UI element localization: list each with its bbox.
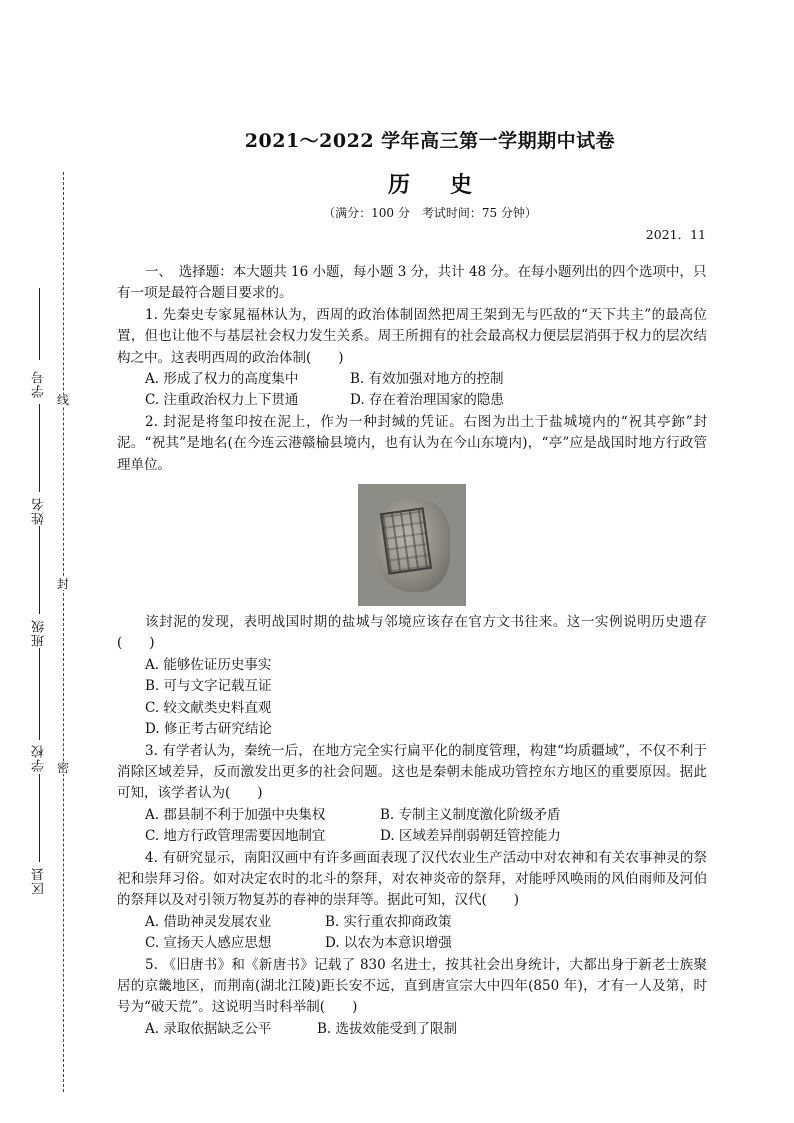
q2-stem: 2. 封泥是将玺印按在泥上，作为一种封缄的凭证。右图为出土于盐城境内的“祝其亭鉨”封泥。“祝其”是地名(在今连云港赣榆县境内，也有认为在今山东境内)，“亭”应是战国时地方行政管理单位。 <box>117 413 707 473</box>
exam-body <box>117 262 707 1040</box>
q1-option-c[interactable]: C. 注重政治权力上下贯通 <box>145 392 299 409</box>
exam-date: 2021．11 <box>645 227 706 242</box>
q1-option-a[interactable]: A. 形成了权力的高度集中 <box>145 371 299 388</box>
q1-options-row-1 <box>117 369 707 390</box>
q4-options-row-1 <box>117 912 707 933</box>
school-line[interactable] <box>39 648 40 740</box>
exam-meta: （满分：100 分 考试时间：75 分钟） <box>323 206 537 220</box>
exam-subject: 历史 <box>387 172 512 198</box>
q3-option-c[interactable]: C. 地方行政管理需要因地制宜 <box>145 828 326 845</box>
q4-stem: 4. 有研究显示，南阳汉画中有许多画面表现了汉代农业生产活动中对农神和有关农事神灵的祭祀和崇拜习俗。如对决定农时的北斗的祭拜，对农神炎帝的祭拜，对能呼风唤雨的风伯雨师及河伯的祭拜以及对引领万物复苏的春神的崇拜等。据此可知，汉代( ) <box>117 849 707 909</box>
q5-options-row-1 <box>117 1019 707 1040</box>
q3-option-d[interactable]: D. 区域差异削弱朝廷管控能力 <box>380 828 561 845</box>
q5-stem: 5. 《旧唐书》和《新唐书》记载了 830 名进士，按其社会出身统计，大都出身于新老士族聚居的京畿地区，而荆南(湖北江陵)距长安不远，直到唐宣宗大中四年(850 年)，才有一人及第，时号为“破天荒”。这说明当时科举制( ) <box>117 956 707 1016</box>
q3-options-row-1 <box>117 805 707 826</box>
class-line[interactable] <box>39 526 40 614</box>
q3-stem: 3. 有学者认为，秦统一后，在地方完全实行扁平化的制度管理，构建“均质疆域”，不仅不利于消除区域差异，反而激发出更多的社会问题。这也是秦朝未能成功管控东方地区的重要原因。据此可知，该学者认为( ) <box>117 742 707 802</box>
q4-option-a[interactable]: A. 借助神灵发展农业 <box>145 913 272 930</box>
q4-option-b[interactable]: B. 实行重农抑商政策 <box>325 913 452 930</box>
student-id-line[interactable] <box>39 288 40 360</box>
q1-option-b[interactable]: B. 有效加强对地方的控制 <box>350 371 504 388</box>
q2-option-a[interactable]: A. 能够佐证历史事实 <box>145 656 272 673</box>
q2-option-c[interactable]: C. 较文献类史料直观 <box>145 699 272 716</box>
binding-mark-xian: 线 <box>57 393 70 407</box>
name-line[interactable] <box>39 404 40 492</box>
school-label: 学校 <box>32 744 47 772</box>
q3-option-a[interactable]: A. 郡县制不利于加强中央集权 <box>145 806 326 823</box>
district-line[interactable] <box>39 774 40 862</box>
sealing-clay-inscription <box>380 507 432 575</box>
q2-stem-continued: 该封泥的发现，表明战国时期的盐城与邻境应该存在官方文书往来。这一实例说明历史遗存( ) <box>117 614 707 652</box>
q4-option-d[interactable]: D. 以农为本意识增强 <box>325 935 452 952</box>
section-heading: 一、 选择题：本大题共 16 小题，每小题 3 分，共计 48 分。在每小题列出的四个选项中，只有一项是最符合题目要求的。 <box>117 264 707 302</box>
sealing-clay-photo <box>358 484 466 606</box>
q2-option-d[interactable]: D. 修正考古研究结论 <box>145 721 272 738</box>
class-label: 班级 <box>32 619 47 647</box>
q1-option-d[interactable]: D. 存在着治理国家的隐患 <box>350 392 504 409</box>
q5-option-b[interactable]: B. 选拔效能受到了限制 <box>317 1020 458 1037</box>
q4-option-c[interactable]: C. 宣扬天人感应思想 <box>145 935 272 952</box>
q1-options-row-2 <box>117 390 707 411</box>
exam-title: 2021～2022 学年高三第一学期期中试卷 <box>244 130 616 152</box>
q5-option-a[interactable]: A. 录取依据缺乏公平 <box>145 1020 272 1037</box>
binding-mark-mi: 密 <box>57 761 70 775</box>
binding-dashed-line <box>63 172 64 1092</box>
q3-option-b[interactable]: B. 专制主义制度激化阶级矛盾 <box>380 806 561 823</box>
q4-options-row-2 <box>117 933 707 954</box>
district-label: 区县 <box>32 867 47 895</box>
binding-mark-feng: 封 <box>57 577 70 591</box>
student-id-label: 学号 <box>32 370 47 398</box>
q3-options-row-2 <box>117 826 707 847</box>
q1-stem: 1. 先秦史专家晁福林认为，西周的政治体制固然把周王架到无与匹敌的“天下共主”的最高位置，但也让他不与基层社会权力发生关系。周王所拥有的社会最高权力便层层消弭于权力的层次结构之中。这表明西周的政治体制( ) <box>117 306 707 366</box>
name-label: 姓名 <box>32 497 47 525</box>
q2-option-b[interactable]: B. 可与文字记载互证 <box>145 678 272 695</box>
